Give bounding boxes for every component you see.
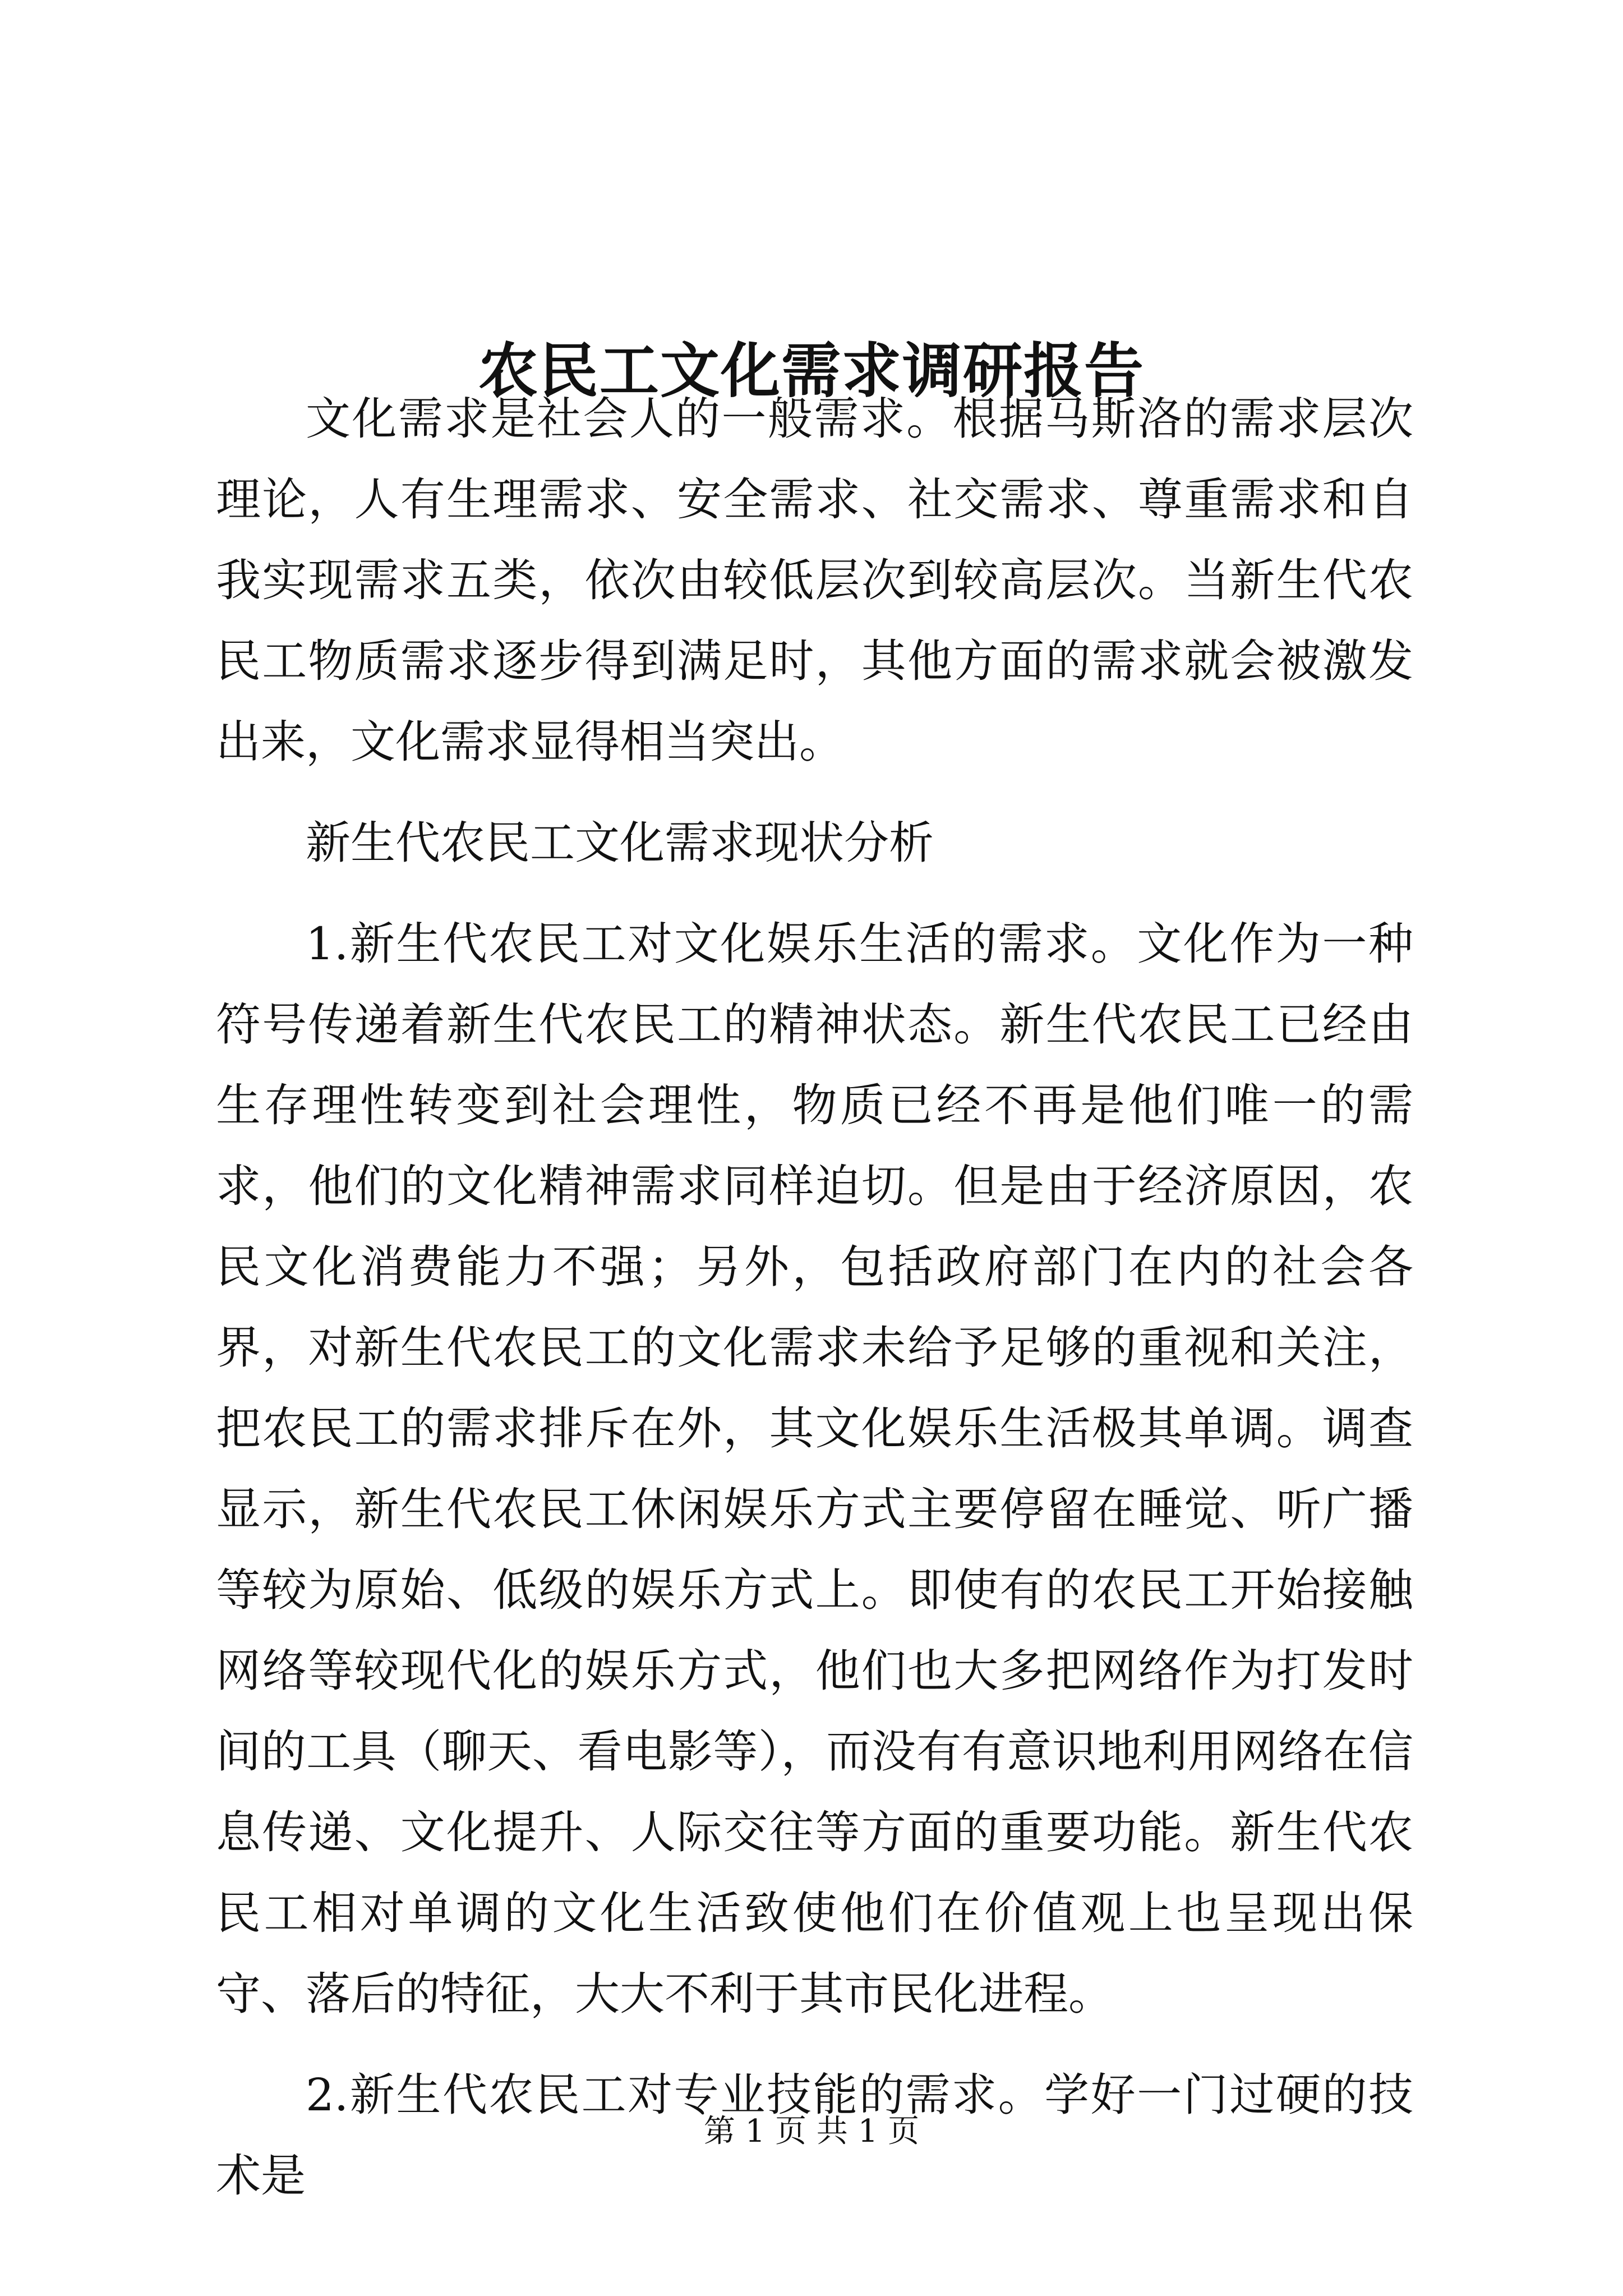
paragraph-point-1: 1.新生代农民工对文化娱乐生活的需求。文化作为一种符号传递着新生代农民工的精神状态。新生代农民工已经由生存理性转变到社会理性，物质已经不再是他们唯一的需求，他们的文化精神需求同样迫切。但是由于经济原因，农民文化消费能力不强；另外，包括政府部门在内的社会各界，对新生代农民工的文化需求未给予足够的重视和关注，把农民工的需求排斥在外，其文化娱乐生活极其单调。调查显示，新生代农民工休闲娱乐方式主要停留在睡觉、听广播等较为原始、低级的娱乐方式上。即使有的农民工开始接触网络等较现代化的娱乐方式，他们也大多把网络作为打发时间的工具（聊天、看电影等），而没有有意识地利用网络在信息传递、文化提升、人际交往等方面的重要功能。新生代农民工相对单调的文化生活致使他们在价值观上也呈现出保守、落后的特征，大大不利于其市民化进程。 bbox=[216, 918, 1413, 2020]
document-body bbox=[216, 379, 1413, 2216]
page-footer: 第 1 页 共 1 页 bbox=[703, 2113, 920, 2150]
paragraph-intro: 文化需求是社会人的一般需求。根据马斯洛的需求层次理论，人有生理需求、安全需求、社交需求、尊重需求和自我实现需求五类，依次由较低层次到较高层次。当新生代农民工物质需求逐步得到满足时，其他方面的需求就会被激发出来，文化需求显得相当突出。 bbox=[216, 393, 1413, 768]
section-heading: 新生代农民工文化需求现状分析 bbox=[306, 817, 934, 869]
paragraph-point-2: 2.新生代农民工对专业技能的需求。学好一门过硬的技术是 bbox=[216, 2069, 1413, 2202]
document-title: 农民工文化需求调研报告 bbox=[478, 335, 1145, 406]
